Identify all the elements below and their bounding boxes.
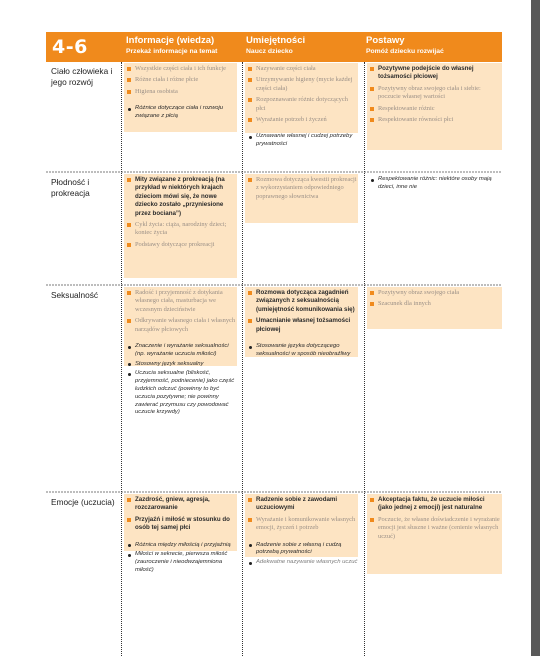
skills-cell — [248, 289, 358, 489]
column-divider — [364, 62, 365, 656]
bullet-item: Stosowanie języka dotyczącego seksualności w sposób nieobraźliwy — [248, 343, 358, 359]
square-item: Mity związane z prokreacją (na przykład w niektórych krajach dzieciom mówi się, że nowe dziecko zostało „przyniesione przez bociana”) — [127, 176, 237, 218]
topic-fertility: Płodność i prokreacja — [51, 177, 90, 198]
square-item: Pozytywny obraz swojego ciała i siebie: poczucie własnej wartości — [370, 85, 500, 102]
bullet-item: Miłości w sekrecie, pierwsza miłość (zauroczenie i nieodwzajemniona miłość) — [127, 551, 237, 574]
square-item: Wyrażanie i komunikowanie własnych emocji, życzeń i potrzeb — [248, 516, 358, 533]
bullet-item: Uznawanie własnej i cudzej potrzeby prywatności — [248, 133, 358, 149]
age-header-bar — [46, 32, 502, 62]
square-item: Radość i przyjemność z dotykania własnego ciała, masturbacja we wczesnym dzieciństwie — [127, 289, 237, 314]
square-item: Akceptacja faktu, że uczucie miłości (jako jednej z emocji) jest naturalne — [370, 496, 500, 513]
header-attitudes-title: Postawy — [366, 35, 405, 46]
column-divider — [121, 62, 122, 656]
info-cell — [127, 496, 237, 654]
header-skills-subtitle: Naucz dziecko — [246, 48, 293, 55]
square-item: Rozmowa dotycząca zagadnień związanych z seksualnością (umiejętność komunikowania się) — [248, 289, 358, 314]
square-item: Odkrywanie własnego ciała i własnych narządów płciowych — [127, 317, 237, 334]
square-item: Rozmowa dotycząca kwestii prokreacji z wykorzystaniem odpowiedniego poprawnego słownictwa — [248, 176, 358, 201]
skills-cell — [248, 176, 358, 283]
square-item: Wyrażanie potrzeb i życzeń — [248, 116, 358, 124]
square-item: Zazdrość, gniew, agresja, rozczarowanie — [127, 496, 237, 513]
topic-emotions: Emocje (uczucia) — [51, 497, 115, 507]
bullet-item: Adekwatne nazywanie własnych uczuć — [248, 559, 358, 567]
square-item: Różne ciała i różne płcie — [127, 76, 237, 84]
header-skills-title: Umiejętności — [246, 35, 306, 46]
bullet-item: Różnice dotyczące ciała i rozwoju związane z płcią — [127, 105, 237, 121]
page-edge — [531, 0, 540, 656]
square-item: Szacunek dla innych — [370, 300, 500, 308]
square-item: Podstawy dotyczące prokreacji — [127, 241, 237, 249]
attitudes-cell — [370, 176, 500, 283]
column-divider — [242, 62, 243, 656]
attitudes-cell — [370, 496, 500, 654]
square-item: Umacnianie własnej tożsamości płciowej — [248, 317, 358, 334]
header-attitudes-subtitle: Pomóż dziecku rozwijać — [366, 48, 444, 55]
square-item: Pozytywne podejście do własnej tożsamości płciowej — [370, 65, 500, 82]
square-item: Pozytywny obraz swojego ciała — [370, 289, 500, 297]
info-cell — [127, 65, 237, 169]
square-item: Poczucie, że własne doświadczenie i wyrażanie emocji jest słuszne i ważne (cenienie własnych uczuć) — [370, 516, 500, 541]
square-item: Higiena osobista — [127, 88, 237, 96]
square-item: Nazywanie części ciała — [248, 65, 358, 73]
square-item: Przyjaźń i miłość w stosunku do osób tej samej płci — [127, 516, 237, 533]
bullet-item: Radzenie sobie z własną i cudzą potrzebą prywatności — [248, 542, 358, 558]
bullet-item: Uczucia seksualne (bliskość, przyjemność, podniecenie) jako część ludzkich odczuć (powinny to być uczucia pozytywne; nie powinny zawierać przymusu czy powodować uczucie krzywdy) — [127, 370, 237, 417]
square-item: Respektowanie równości płci — [370, 116, 500, 124]
square-item: Wszystkie części ciała i ich funkcje — [127, 65, 237, 73]
info-cell — [127, 289, 237, 489]
info-cell — [127, 176, 237, 283]
topic-body-development: Ciało człowieka i jego rozwój — [51, 66, 113, 87]
skills-cell — [248, 65, 358, 169]
bullet-item: Znaczenie i wyrażanie seksualności (np. wyrażanie uczucia miłości) — [127, 343, 237, 359]
row-separator — [46, 284, 502, 286]
topic-sexuality: Seksualność — [51, 290, 99, 300]
bullet-item: Respektowanie różnic: niektóre osoby mają dzieci, inne nie — [370, 176, 500, 192]
square-item: Rozpoznawanie różnic dotyczących płci — [248, 96, 358, 113]
square-item: Radzenie sobie z zawodami uczuciowymi — [248, 496, 358, 513]
header-info-title: Informacje (wiedza) — [126, 35, 215, 46]
square-item: Cykl życia: ciąża, narodziny dzieci; koniec życia — [127, 221, 237, 238]
row-separator — [46, 491, 502, 493]
square-item: Utrzymywanie higieny (mycie każdej części ciała) — [248, 76, 358, 93]
square-item: Respektowanie różnic — [370, 105, 500, 113]
attitudes-cell — [370, 289, 500, 489]
age-group-label: 4-6 — [52, 36, 88, 58]
header-info-subtitle: Przekaż informacje na temat — [126, 48, 218, 55]
header-info — [126, 35, 217, 56]
bullet-item: Różnica między miłością i przyjaźnią — [127, 542, 237, 550]
row-separator — [46, 171, 502, 173]
skills-cell — [248, 496, 358, 654]
header-attitudes — [366, 35, 444, 56]
header-skills — [246, 35, 305, 56]
attitudes-cell — [370, 65, 500, 169]
bullet-item: Stosowny język seksualny — [127, 361, 237, 369]
